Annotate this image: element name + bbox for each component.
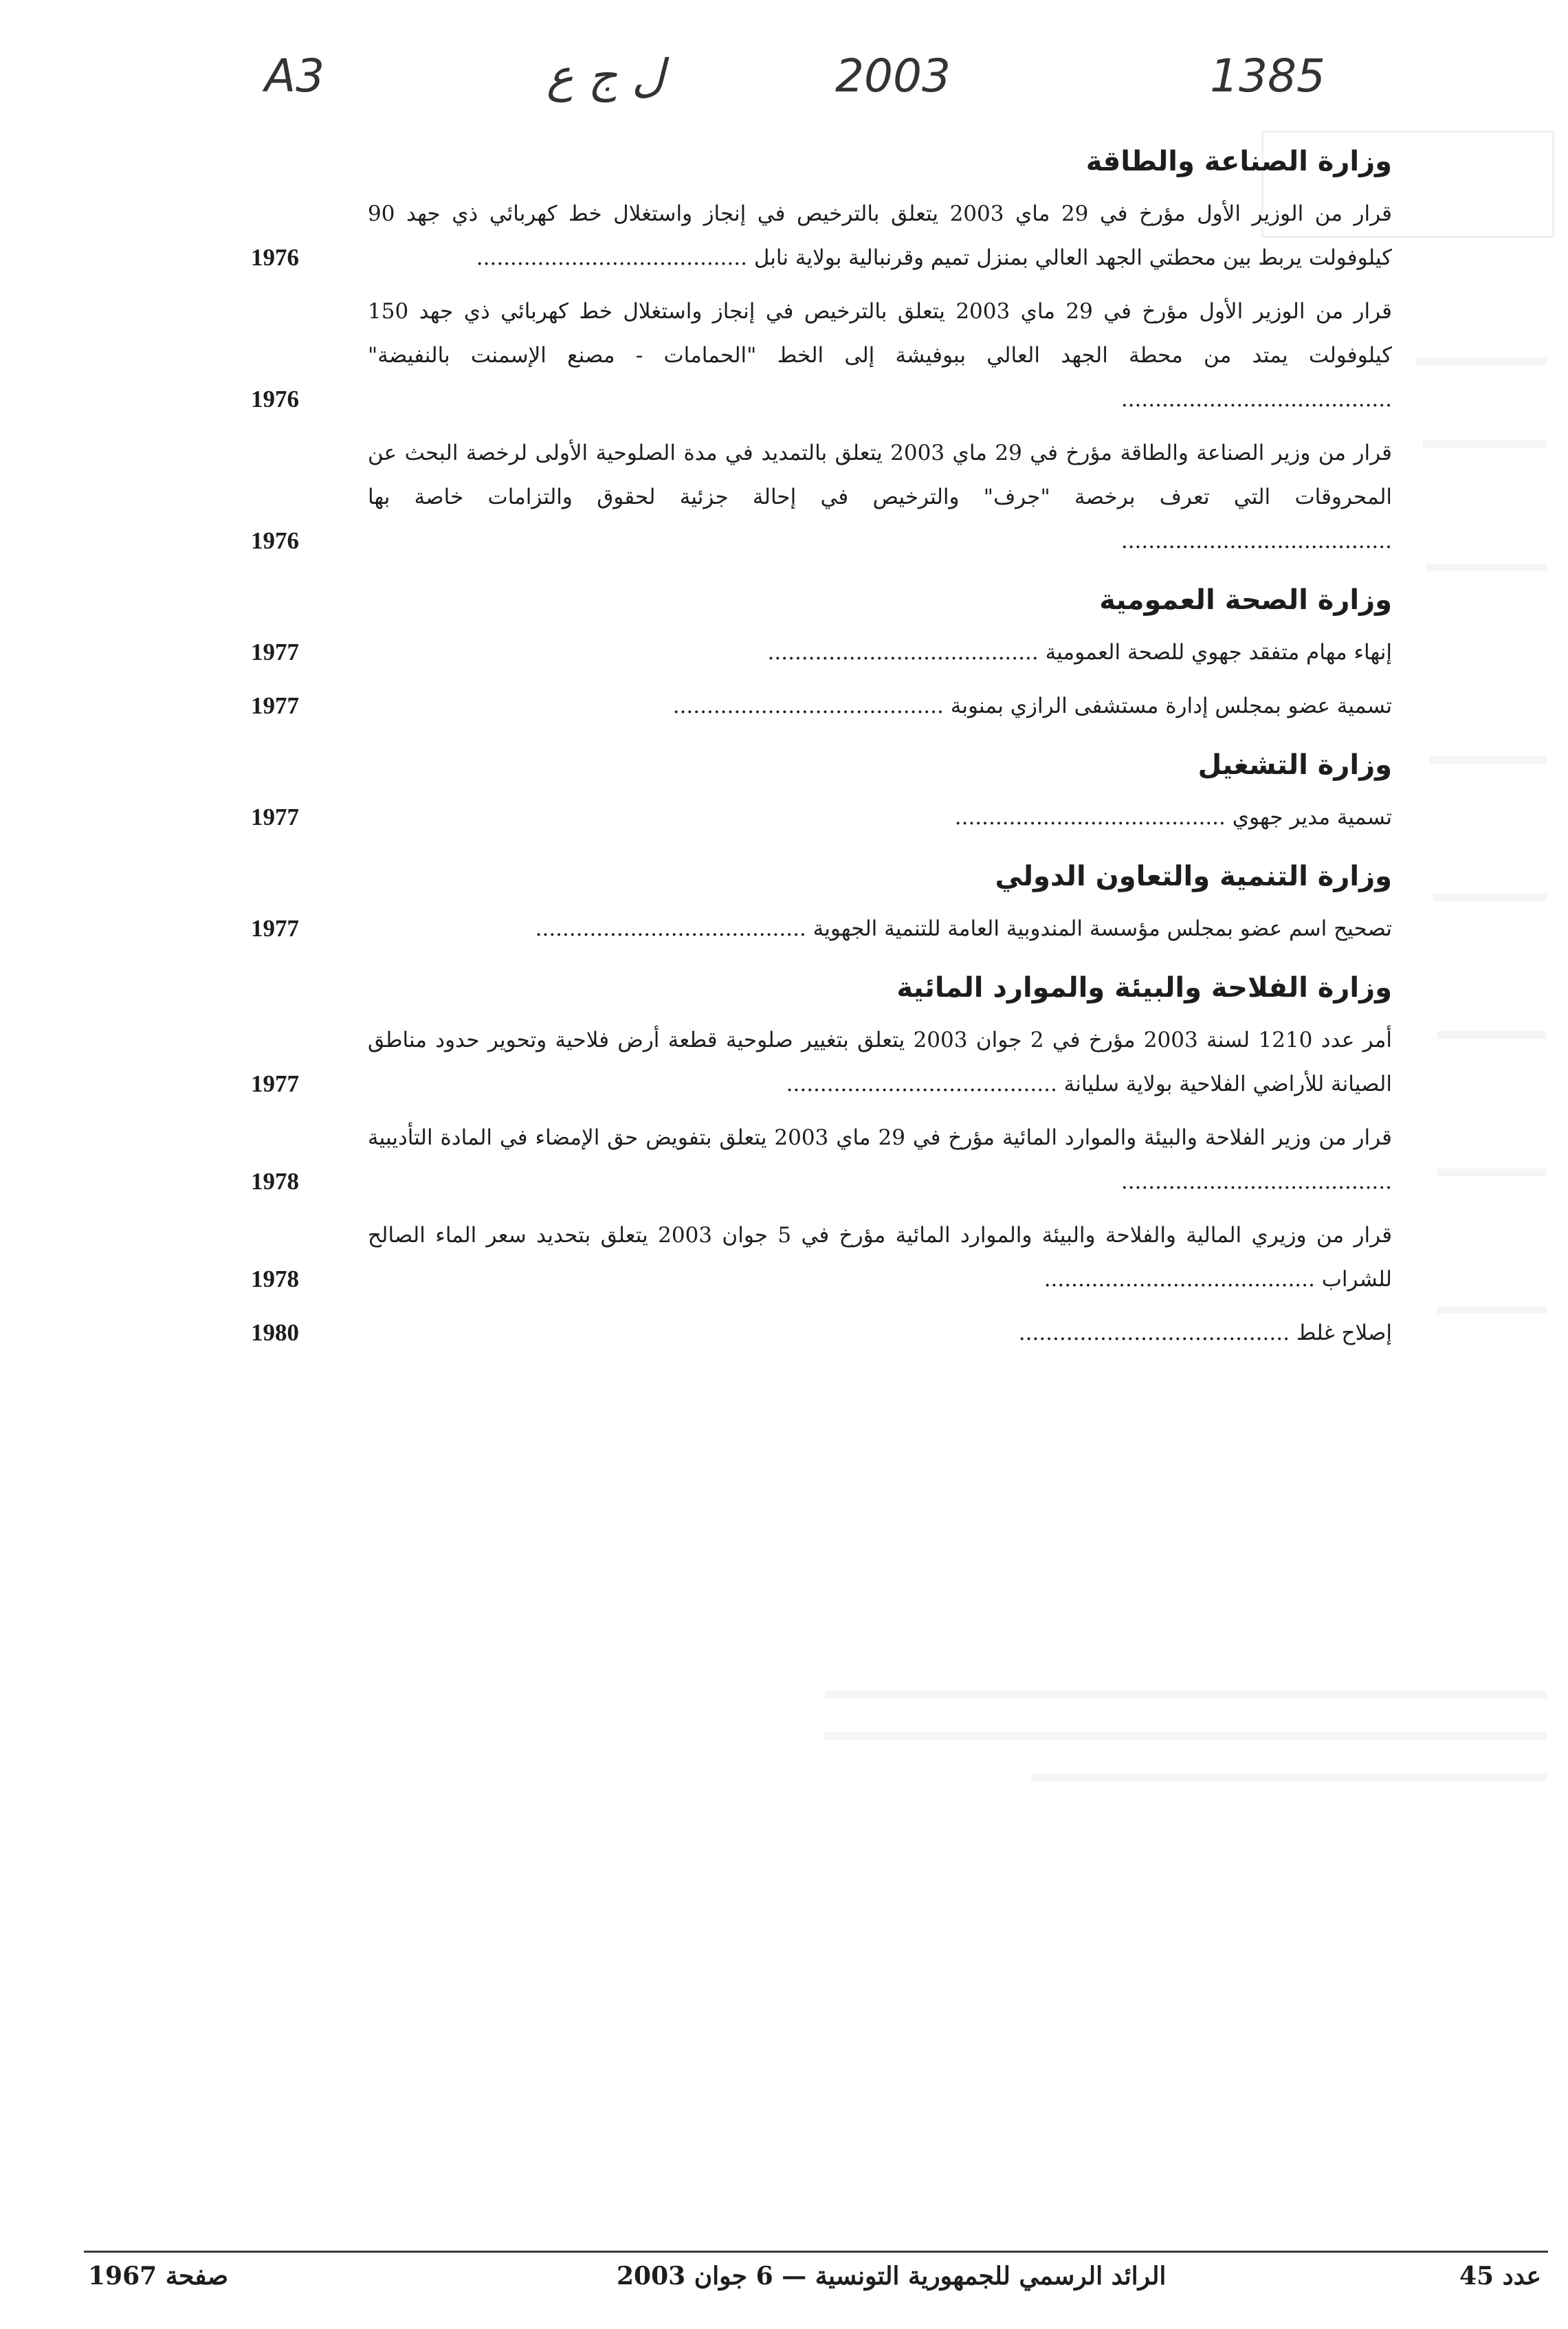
entry-title: أمر عدد 1210 لسنة 2003 مؤرخ في 2 جوان 2003 يتعلق بتغيير صلوحية قطعة أرض فلاحية وتحوير حدود مناطق الصيانة للأراضي الفلاحية بولاية سليانة [368, 1028, 1392, 1096]
entry-title: إصلاح غلط [1296, 1321, 1392, 1345]
leader-dots: ........................................ [1018, 1321, 1290, 1345]
handwritten-mark: 2003 [835, 49, 951, 102]
section-heading: وزارة الصناعة والطاقة [1085, 146, 1392, 177]
entry-page-number: 1977 [251, 804, 299, 830]
bleed-through-line [1031, 1774, 1547, 1781]
toc-entry [251, 289, 1392, 421]
leader-dots: ........................................ [1120, 1169, 1392, 1194]
entry-title: قرار من الوزير الأول مؤرخ في 29 ماي 2003 يتعلق بالترخيص في إنجاز واستغلال خط كهربائي ذي جهد 150 كيلوفولت يمتد من محطة الجهد العالي ببوفيشة إلى الخط "الحمامات - مصنع الإسمنت بالنفيضة" [368, 299, 1393, 368]
footer-journal-title: الرائد الرسمي للجمهورية التونسية — 6 جوان 2003 [617, 2262, 1167, 2291]
bleed-through-line [825, 1732, 1547, 1740]
leader-dots: ........................................ [672, 694, 944, 718]
toc-entry [251, 192, 1392, 280]
leader-dots: ........................................ [535, 916, 806, 941]
toc-entry [251, 684, 1392, 728]
entry-title: قرار من الوزير الأول مؤرخ في 29 ماي 2003 يتعلق بالترخيص في إنجاز واستغلال خط كهربائي ذي جهد 90 كيلوفولت يربط بين محطتي الجهد العالي بمنزل تميم وقرنبالية بولاية نابل [368, 201, 1392, 270]
table-of-contents [251, 141, 1392, 1365]
entry-page-number: 1977 [251, 1070, 299, 1097]
entry-title: تسمية مدير جهوي [1232, 805, 1392, 830]
footer-issue-number: عدد 45 [1459, 2262, 1541, 2291]
bleed-through-line [1423, 440, 1547, 448]
entry-page-number: 1978 [251, 1168, 299, 1195]
footer-page-number: صفحة 1967 [88, 2262, 229, 2291]
leader-dots: ........................................ [954, 805, 1226, 830]
toc-entry [251, 1311, 1392, 1355]
entry-page-number: 1977 [251, 692, 299, 719]
entry-page-number: 1976 [251, 527, 299, 554]
toc-entry [251, 1116, 1392, 1204]
toc-entry [251, 1018, 1392, 1106]
section-heading: وزارة الصحة العمومية [1099, 584, 1392, 616]
toc-entry [251, 795, 1392, 839]
entry-page-number: 1978 [251, 1266, 299, 1292]
handwritten-mark: ل ج ع [546, 49, 665, 102]
leader-dots: ........................................ [1120, 387, 1392, 412]
bleed-through-line [1416, 357, 1547, 365]
entry-page-number: 1976 [251, 386, 299, 412]
bleed-through-line [1430, 756, 1547, 764]
handwritten-mark: A3 [265, 49, 325, 102]
section-heading: وزارة الفلاحة والبيئة والموارد المائية [896, 972, 1392, 1004]
bleed-through-line [1433, 894, 1547, 901]
entry-title: إنهاء مهام متفقد جهوي للصحة العمومية [1045, 640, 1392, 665]
footer-divider [84, 2251, 1548, 2253]
leader-dots: ........................................ [476, 245, 747, 270]
entry-page-number: 1976 [251, 244, 299, 271]
leader-dots: ........................................ [1120, 529, 1392, 553]
entry-page-number: 1977 [251, 639, 299, 665]
toc-entry [251, 630, 1392, 674]
entry-title: تسمية عضو بمجلس إدارة مستشفى الرازي بمنوبة [950, 694, 1392, 718]
bleed-through-line [1426, 564, 1547, 571]
entry-title: تصحيح اسم عضو بمجلس مؤسسة المندوبية العامة للتنمية الجهوية [813, 916, 1392, 941]
entry-page-number: 1977 [251, 915, 299, 942]
toc-entry [251, 1213, 1392, 1301]
entry-title: قرار من وزيري المالية والفلاحة والبيئة والموارد المائية مؤرخ في 5 جوان 2003 يتعلق بتحديد سعر الماء الصالح للشراب [368, 1223, 1393, 1292]
toc-entry [251, 907, 1392, 951]
bleed-through-line [1437, 1169, 1547, 1176]
leader-dots: ........................................ [786, 1072, 1057, 1096]
bleed-through-line [1437, 1031, 1547, 1039]
entry-title: قرار من وزير الصناعة والطاقة مؤرخ في 29 ماي 2003 يتعلق بالتمديد في مدة الصلوحية الأولى لرخصة البحث عن المحروقات التي تعرف برخصة "جرف" والترخيص في إحالة جزئية لحقوق والتزامات خاصة بها [368, 441, 1392, 509]
handwritten-mark: 1385 [1210, 49, 1325, 102]
entry-title: قرار من وزير الفلاحة والبيئة والموارد المائية مؤرخ في 29 ماي 2003 يتعلق بتفويض حق الإمضاء في المادة التأديبية [368, 1125, 1392, 1150]
handwritten-annotations [0, 43, 1568, 118]
leader-dots: ........................................ [767, 640, 1039, 665]
section-heading: وزارة التنمية والتعاون الدولي [995, 861, 1392, 892]
toc-entry [251, 431, 1392, 563]
page-footer [84, 2262, 1548, 2310]
entry-page-number: 1980 [251, 1319, 299, 1346]
bleed-through-line [825, 1691, 1547, 1699]
section-heading: وزارة التشغيل [1197, 749, 1392, 781]
leader-dots: ........................................ [1044, 1267, 1315, 1292]
bleed-through-line [1437, 1306, 1547, 1314]
